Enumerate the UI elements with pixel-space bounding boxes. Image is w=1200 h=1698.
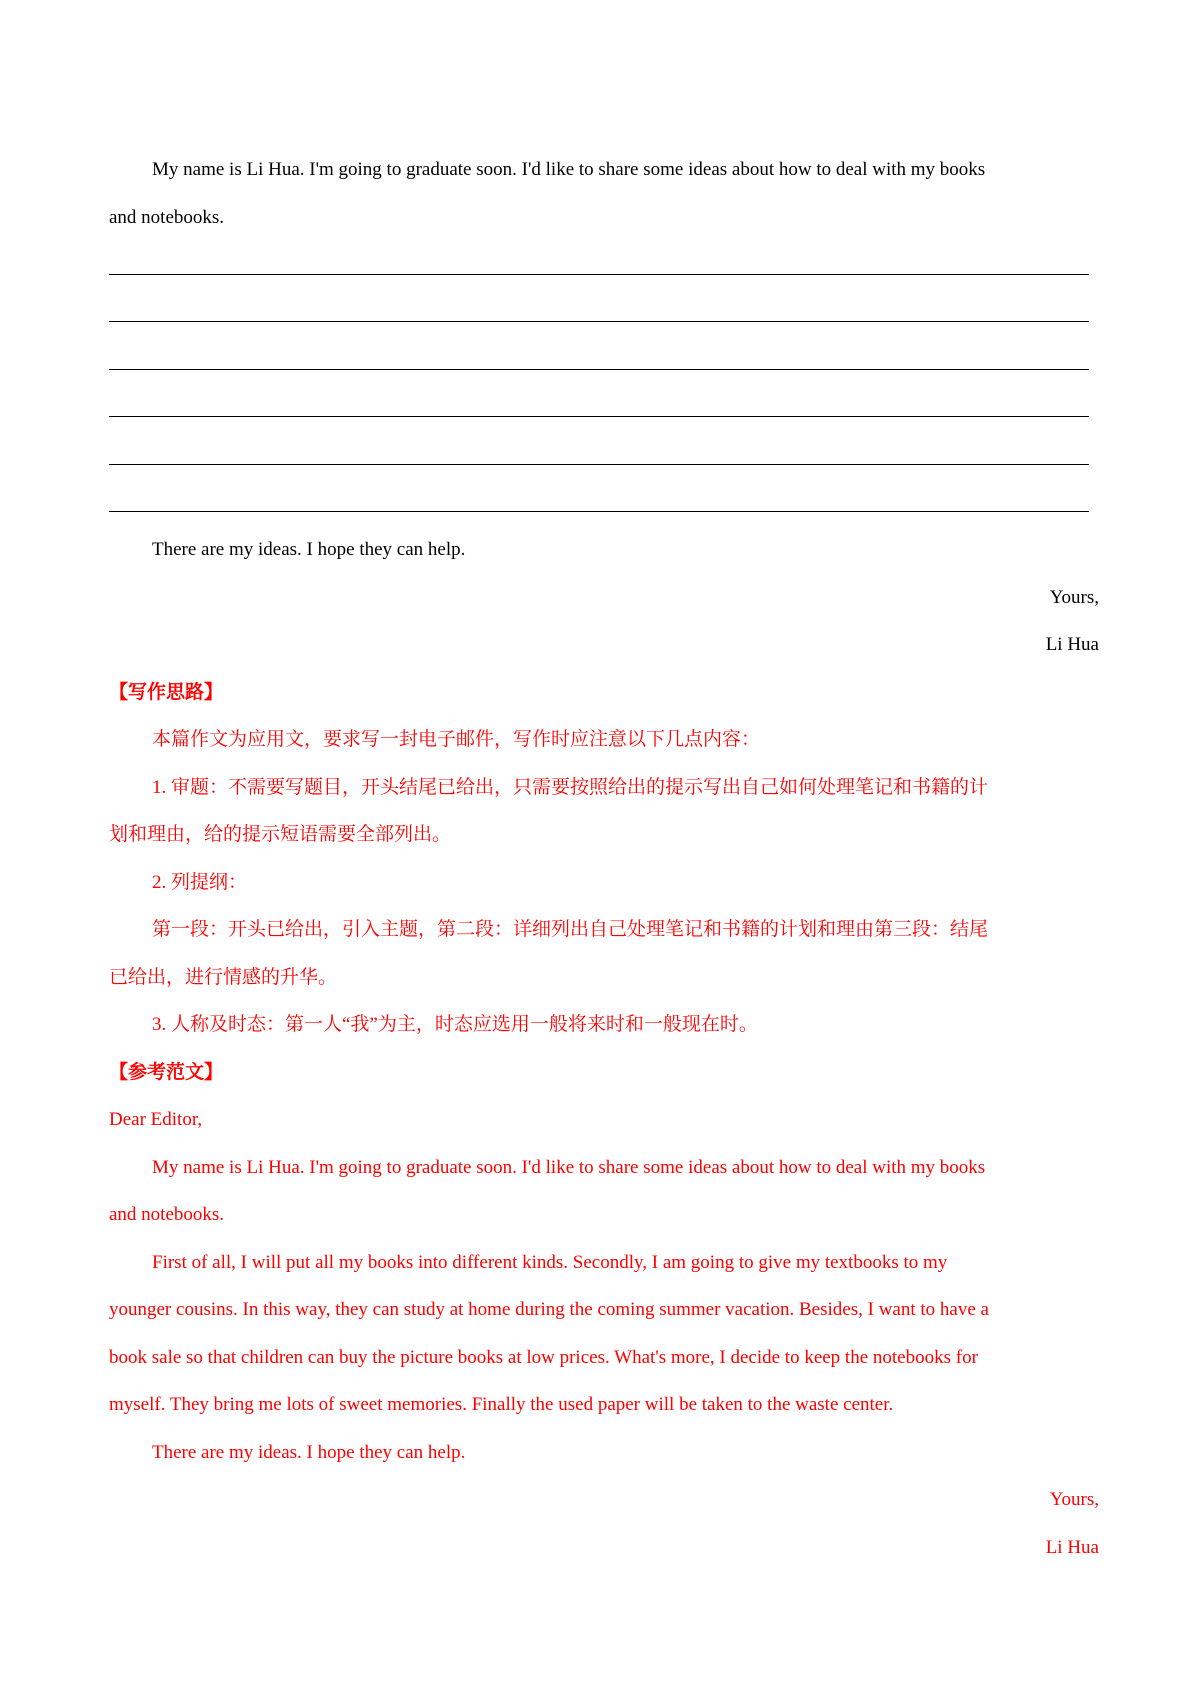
sample-essay-heading: 【参考范文】 <box>109 1061 224 1083</box>
writing-guide-point-1-line-2: 划和理由，给的提示短语需要全部列出。 <box>109 824 452 845</box>
sample-essay-signoff: Yours, <box>1049 1489 1099 1510</box>
writing-guide-point-2: 2. 列提纲： <box>152 871 248 893</box>
sample-essay-p1-line-1: My name is Li Hua. I'm going to graduate soon. I'd like to share some ideas about how to deal with my books <box>152 1156 986 1178</box>
sample-essay-p2-line-1: First of all, I will put all my books into different kinds. Secondly, I am going to give my textbooks to my <box>152 1251 948 1273</box>
answer-blank-line-1[interactable] <box>109 241 1099 289</box>
prompt-intro-line-2: and notebooks. <box>109 206 225 228</box>
writing-guide-point-2-detail-line-2: 已给出，进行情感的升华。 <box>109 966 338 988</box>
writing-guide-heading: 【写作思路】 <box>109 681 224 703</box>
answer-blank-line-4[interactable] <box>109 384 1099 432</box>
answer-blank-line-3[interactable] <box>109 336 1099 384</box>
prompt-signoff: Yours, <box>1049 586 1099 608</box>
prompt-intro-line-1: My name is Li Hua. I'm going to graduate soon. I'd like to share some ideas about how to deal with my books <box>152 159 986 180</box>
writing-guide-point-3: 3. 人称及时态：第一人“我”为主，时态应选用一般将来时和一般现在时。 <box>152 1014 758 1035</box>
sample-essay-p2-line-2: younger cousins. In this way, they can study at home during the coming summer vacation. Besides, I want to have a <box>109 1299 989 1320</box>
sample-essay-greeting: Dear Editor, <box>109 1109 203 1130</box>
prompt-signature: Li Hua <box>1045 634 1099 655</box>
sample-essay-signature: Li Hua <box>1045 1536 1099 1558</box>
sample-essay-p2-line-4: myself. They bring me lots of sweet memories. Finally the used paper will be taken to the waste center. <box>109 1394 894 1415</box>
writing-guide-point-2-detail-line-1: 第一段：开头已给出，引入主题，第二段：详细列出自己处理笔记和书籍的计划和理由第三段：结尾 <box>152 919 989 940</box>
sample-essay-p2-line-3: book sale so that children can buy the picture books at low prices. What's more, I decide to keep the notebooks for <box>109 1346 978 1368</box>
writing-guide-point-1-line-1: 1. 审题：不需要写题目，开头结尾已给出，只需要按照给出的提示写出自己如何处理笔记和书籍的计 <box>152 776 989 798</box>
sample-essay-p1-line-2: and notebooks. <box>109 1204 225 1225</box>
answer-blank-line-2[interactable] <box>109 289 1099 337</box>
prompt-closing: There are my ideas. I hope they can help. <box>152 539 466 560</box>
sample-essay-closing: There are my ideas. I hope they can help. <box>152 1441 466 1463</box>
answer-blank-line-6[interactable] <box>109 479 1099 527</box>
writing-guide-intro: 本篇作文为应用文，要求写一封电子邮件，写作时应注意以下几点内容： <box>152 729 761 750</box>
answer-blank-line-5[interactable] <box>109 431 1099 479</box>
document-page <box>109 146 1099 1571</box>
